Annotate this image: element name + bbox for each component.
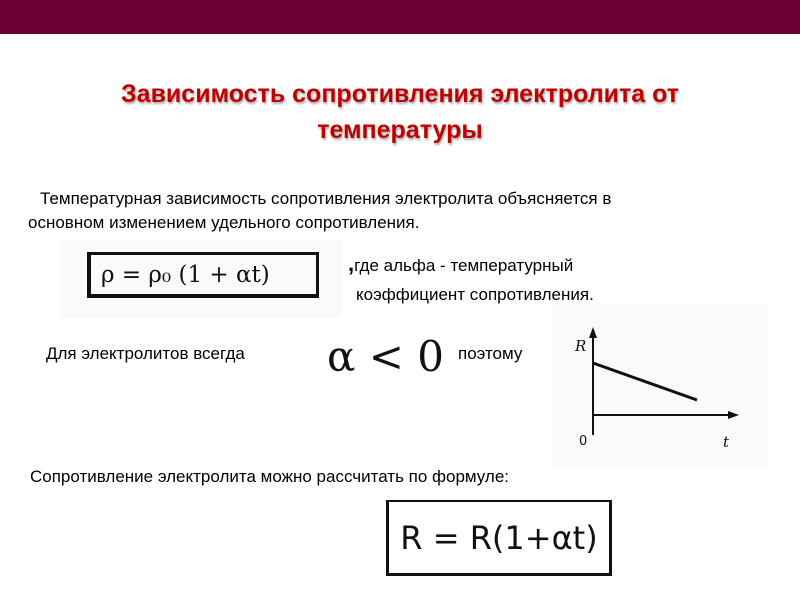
slide-title xyxy=(0,76,800,148)
where-comma: , xyxy=(348,251,355,276)
resistance-line xyxy=(593,363,697,400)
resistivity-formula: ρ = ρ₀ (1 + αt) xyxy=(87,252,319,298)
resistance-formula: R = R(1+αt) xyxy=(386,500,612,576)
electrolytes-label: Для электролитов всегда xyxy=(46,344,245,363)
resistivity-formula-image xyxy=(60,240,342,318)
title-line-1: Зависимость сопротивления электролита от xyxy=(121,80,679,108)
y-axis-arrow xyxy=(589,327,597,338)
graph-x-label: t xyxy=(723,433,730,451)
therefore-label: поэтому xyxy=(458,344,523,363)
x-axis-arrow xyxy=(728,411,739,419)
intro-line-1: Температурная зависимость сопротивления электролита объясняется в xyxy=(40,189,612,208)
where-line-1 xyxy=(348,252,573,278)
header-bar xyxy=(0,0,800,34)
graph-y-label: R xyxy=(575,337,587,355)
title-line-2: температуры xyxy=(317,116,483,144)
where-text-1: где альфа - температурный xyxy=(354,256,574,275)
calc-text: Сопротивление электролита можно рассчитать по формуле: xyxy=(30,467,510,486)
alpha-inequality: α < 0 xyxy=(327,332,444,381)
graph-origin-label: 0 xyxy=(579,434,588,449)
where-line-2: коэффициент сопротивления. xyxy=(356,285,594,304)
resistance-temperature-graph xyxy=(553,305,767,467)
intro-line-2: основном изменением удельного сопротивления. xyxy=(28,213,420,232)
graph-svg xyxy=(553,305,767,467)
